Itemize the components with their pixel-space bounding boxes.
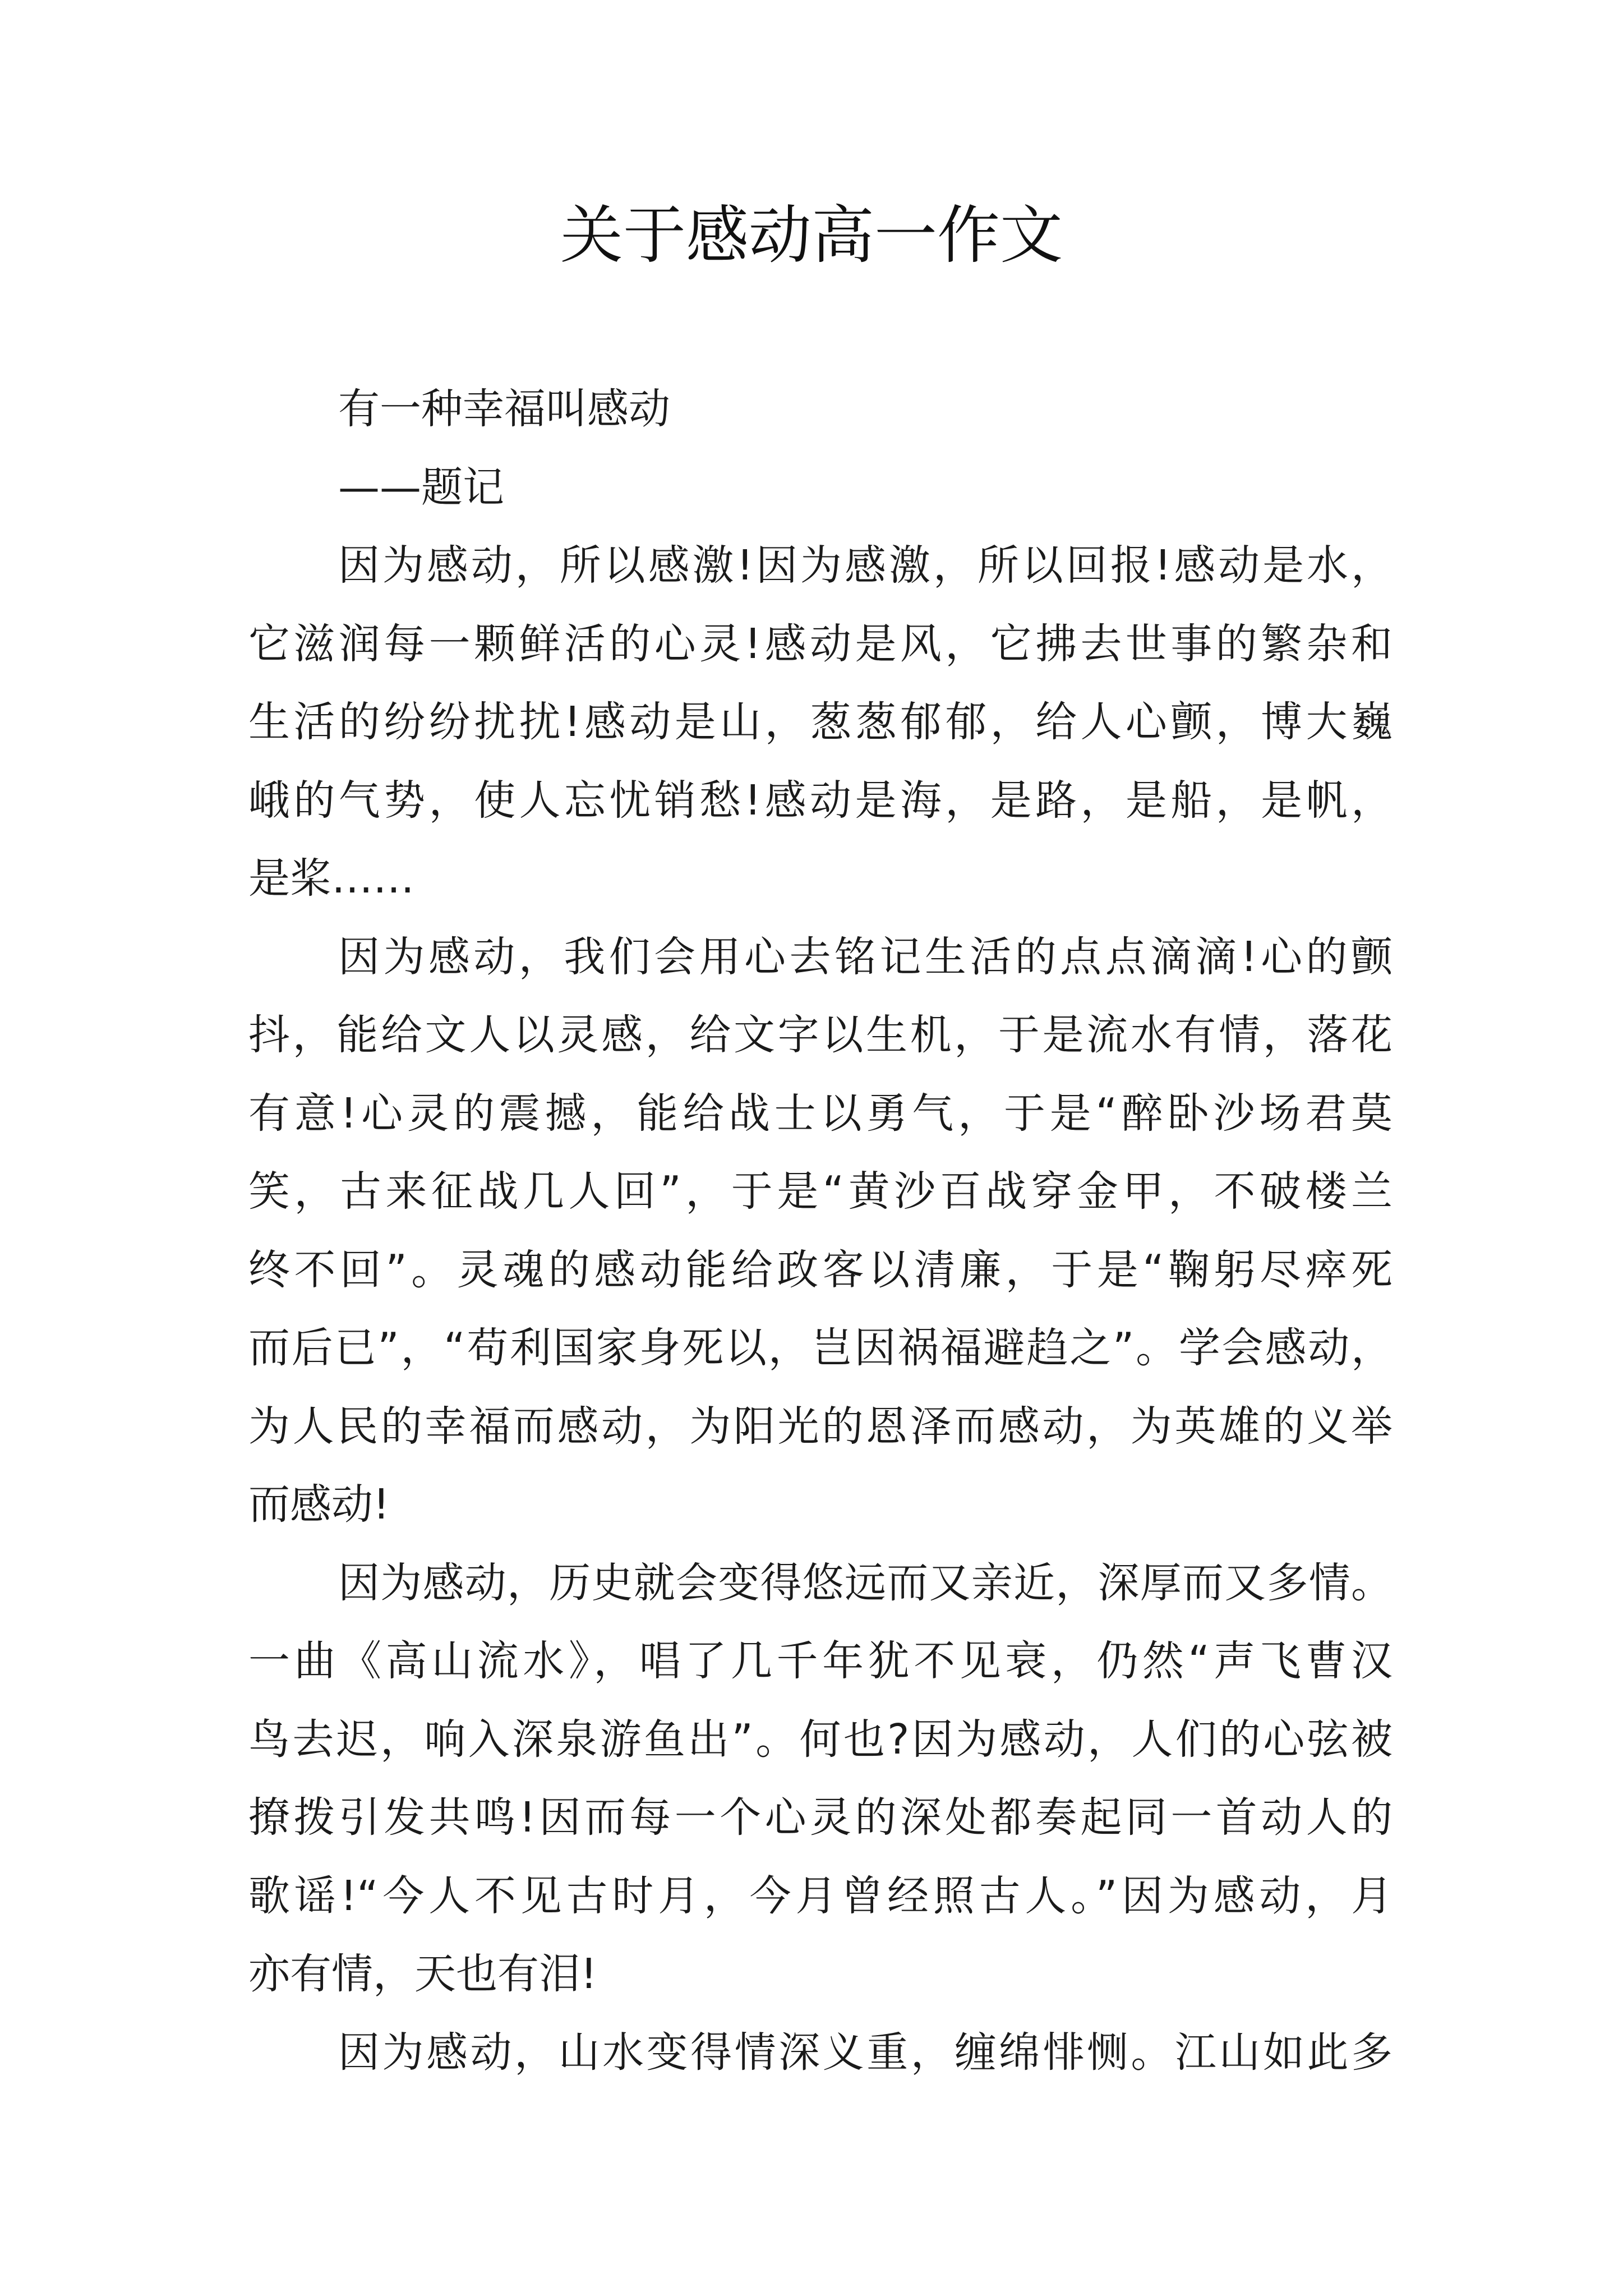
- text-line: ——题记: [338, 463, 504, 512]
- document-title: 关于感动高一作文: [560, 199, 1063, 272]
- text-line: 有一种幸福叫感动: [338, 385, 670, 433]
- text-line: 抖，能给文人以灵感，给文字以生机，于是流水有情，落花: [248, 1011, 1393, 1059]
- text-line: 终不回”。灵魂的感动能给政客以清廉，于是“鞠躬尽瘁死: [248, 1245, 1393, 1294]
- text-line: 亦有情，天也有泪!: [248, 1950, 597, 1998]
- text-line: 一曲《高山流水》，唱了几千年犹不见衰，仍然“声飞曹汉: [248, 1637, 1393, 1685]
- text-line: 有意!心灵的震撼，能给战士以勇气，于是“醉卧沙场君莫: [248, 1089, 1393, 1138]
- text-line: 因为感动，山水变得情深义重，缠绵悱恻。江山如此多: [338, 2028, 1393, 2077]
- text-line: 撩拨引发共鸣!因而每一个心灵的深处都奏起同一首动人的: [248, 1793, 1393, 1842]
- text-line: 它滋润每一颗鲜活的心灵!感动是风，它拂去世事的繁杂和: [248, 619, 1393, 668]
- text-line: 因为感动，我们会用心去铭记生活的点点滴滴!心的颤: [338, 932, 1393, 981]
- text-line: 鸟去迟，响入深泉游鱼出”。何也?因为感动，人们的心弦被: [248, 1715, 1393, 1764]
- text-line: 峨的气势，使人忘忧销愁!感动是海，是路，是船，是帆，: [248, 776, 1393, 825]
- text-line: 是桨……: [248, 854, 414, 903]
- text-line: 笑，古来征战几人回”，于是“黄沙百战穿金甲，不破楼兰: [248, 1167, 1393, 1216]
- document-body: [248, 370, 1393, 2092]
- text-line: 歌谣!“今人不见古时月，今月曾经照古人。”因为感动，月: [248, 1871, 1393, 1920]
- text-line: 而后已”，“苟利国家身死以，岂因祸福避趋之”。学会感动，: [248, 1324, 1393, 1372]
- text-line: 而感动!: [248, 1480, 390, 1529]
- text-line: 因为感动，历史就会变得悠远而又亲近，深厚而又多情。: [338, 1558, 1393, 1607]
- text-line: 为人民的幸福而感动，为阳光的恩泽而感动，为英雄的义举: [248, 1402, 1393, 1451]
- text-line: 生活的纷纷扰扰!感动是山，葱葱郁郁，给人心颤，博大巍: [248, 698, 1393, 746]
- text-line: 因为感动，所以感激!因为感激，所以回报!感动是水，: [338, 541, 1393, 590]
